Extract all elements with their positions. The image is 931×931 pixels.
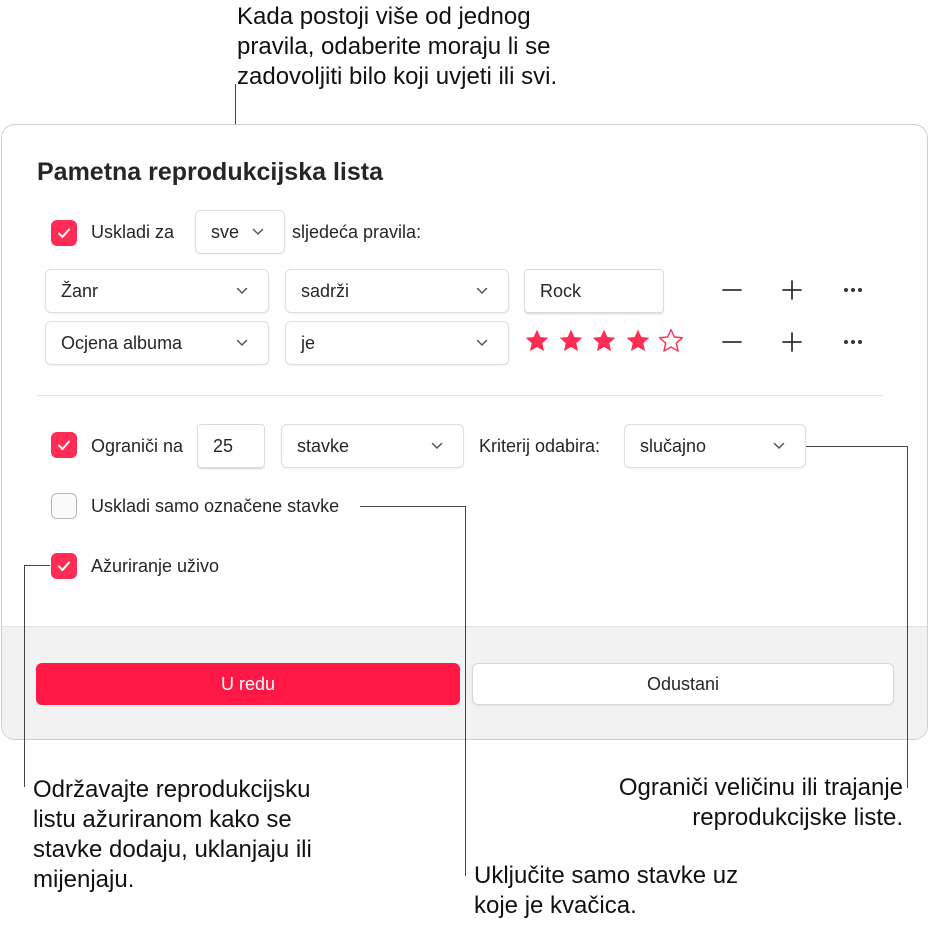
callout-line: pravila, odaberite moraju li se (237, 33, 551, 60)
leader-line (24, 565, 50, 566)
rule-2-field-value: Ocjena albuma (61, 332, 183, 353)
rating-stars[interactable] (524, 326, 694, 356)
limit-unit-select[interactable] (281, 424, 464, 468)
star-filled-icon[interactable] (625, 328, 651, 354)
rule-2-operator-value: je (301, 332, 316, 353)
dialog-title: Pametna reprodukcijska lista (37, 158, 383, 186)
rule-1-field-value: Žanr (61, 280, 99, 301)
selection-criteria-select[interactable] (624, 424, 806, 468)
minus-icon (721, 279, 743, 301)
rule-1-operator-select[interactable] (285, 269, 509, 313)
remove-rule-button[interactable] (718, 276, 746, 304)
rule-1-field-select[interactable] (45, 269, 269, 313)
add-rule-button[interactable] (778, 328, 806, 356)
checked-only-label: Uskladi samo označene stavke (91, 496, 340, 516)
leader-line (465, 506, 466, 876)
rule-1-value-field[interactable]: Rock (524, 269, 664, 313)
leader-line (24, 565, 25, 787)
callout-line: Kada postoji više od jednog (237, 3, 531, 30)
remove-rule-button[interactable] (718, 328, 746, 356)
callout-line: mijenjaju. (33, 866, 135, 893)
star-icon (591, 328, 617, 354)
minus-icon (721, 331, 743, 353)
callout-limit (619, 773, 903, 833)
selection-criteria-label: Kriterij odabira: (479, 436, 601, 456)
star-filled-icon[interactable] (591, 328, 617, 354)
match-checkbox[interactable] (51, 220, 77, 246)
ellipsis-icon (842, 279, 864, 301)
callout-line: zadovoljiti bilo koji uvjeti ili svi. (237, 63, 558, 90)
rule-2-operator-select[interactable] (285, 321, 509, 365)
live-update-label: Ažuriranje uživo (91, 556, 220, 576)
match-select[interactable] (195, 210, 285, 254)
leader-line (806, 446, 908, 447)
limit-label: Ograniči na (91, 436, 184, 456)
callout-match-rules (237, 2, 557, 92)
plus-icon (781, 279, 803, 301)
callout-line: Ograniči veličinu ili trajanje (618, 774, 903, 801)
ok-button[interactable]: U redu (36, 663, 460, 705)
match-select-value: sve (211, 221, 240, 242)
chevron-down-icon (773, 442, 785, 450)
ellipsis-icon (842, 331, 864, 353)
chevron-down-icon (431, 442, 443, 450)
callout-line: Uključite samo stavke uz (474, 862, 739, 889)
rule-2-field-select[interactable] (45, 321, 269, 365)
chevron-down-icon (476, 339, 488, 347)
checked-only-checkbox[interactable] (51, 493, 77, 519)
callout-line: reprodukcijske liste. (692, 804, 903, 831)
chevron-down-icon (236, 339, 248, 347)
selection-criteria-value: slučajno (640, 435, 707, 456)
divider (37, 395, 883, 396)
callout-line: stavke dodaju, uklanjaju ili (33, 836, 312, 863)
plus-icon (781, 331, 803, 353)
match-suffix: sljedeća pravila: (292, 222, 422, 242)
star-empty-icon[interactable] (658, 328, 684, 354)
checkmark-icon (56, 558, 72, 574)
star-icon (524, 328, 550, 354)
add-rule-button[interactable] (778, 276, 806, 304)
more-options-button[interactable] (839, 276, 867, 304)
callout-line: koje je kvačica. (474, 892, 637, 919)
limit-checkbox[interactable] (51, 432, 77, 458)
live-update-checkbox[interactable] (51, 553, 77, 579)
checkmark-icon (56, 437, 72, 453)
chevron-down-icon (476, 287, 488, 295)
callout-live-update (33, 775, 312, 895)
limit-unit-value: stavke (297, 435, 350, 456)
star-filled-icon[interactable] (558, 328, 584, 354)
rule-1-operator-value: sadrži (301, 280, 350, 301)
leader-line (907, 446, 908, 788)
star-icon (558, 328, 584, 354)
leader-line (360, 506, 466, 507)
chevron-down-icon (252, 228, 264, 236)
callout-line: listu ažuriranom kako se (33, 806, 292, 833)
chevron-down-icon (236, 287, 248, 295)
cancel-button[interactable]: Odustani (472, 663, 894, 705)
callout-checked-only (474, 861, 738, 921)
star-icon (625, 328, 651, 354)
limit-amount-field[interactable]: 25 (197, 424, 265, 468)
star-icon (658, 328, 684, 354)
match-label: Uskladi za (91, 222, 175, 242)
callout-line: Održavajte reprodukcijsku (33, 776, 311, 803)
more-options-button[interactable] (839, 328, 867, 356)
checkmark-icon (56, 225, 72, 241)
star-filled-icon[interactable] (524, 328, 550, 354)
